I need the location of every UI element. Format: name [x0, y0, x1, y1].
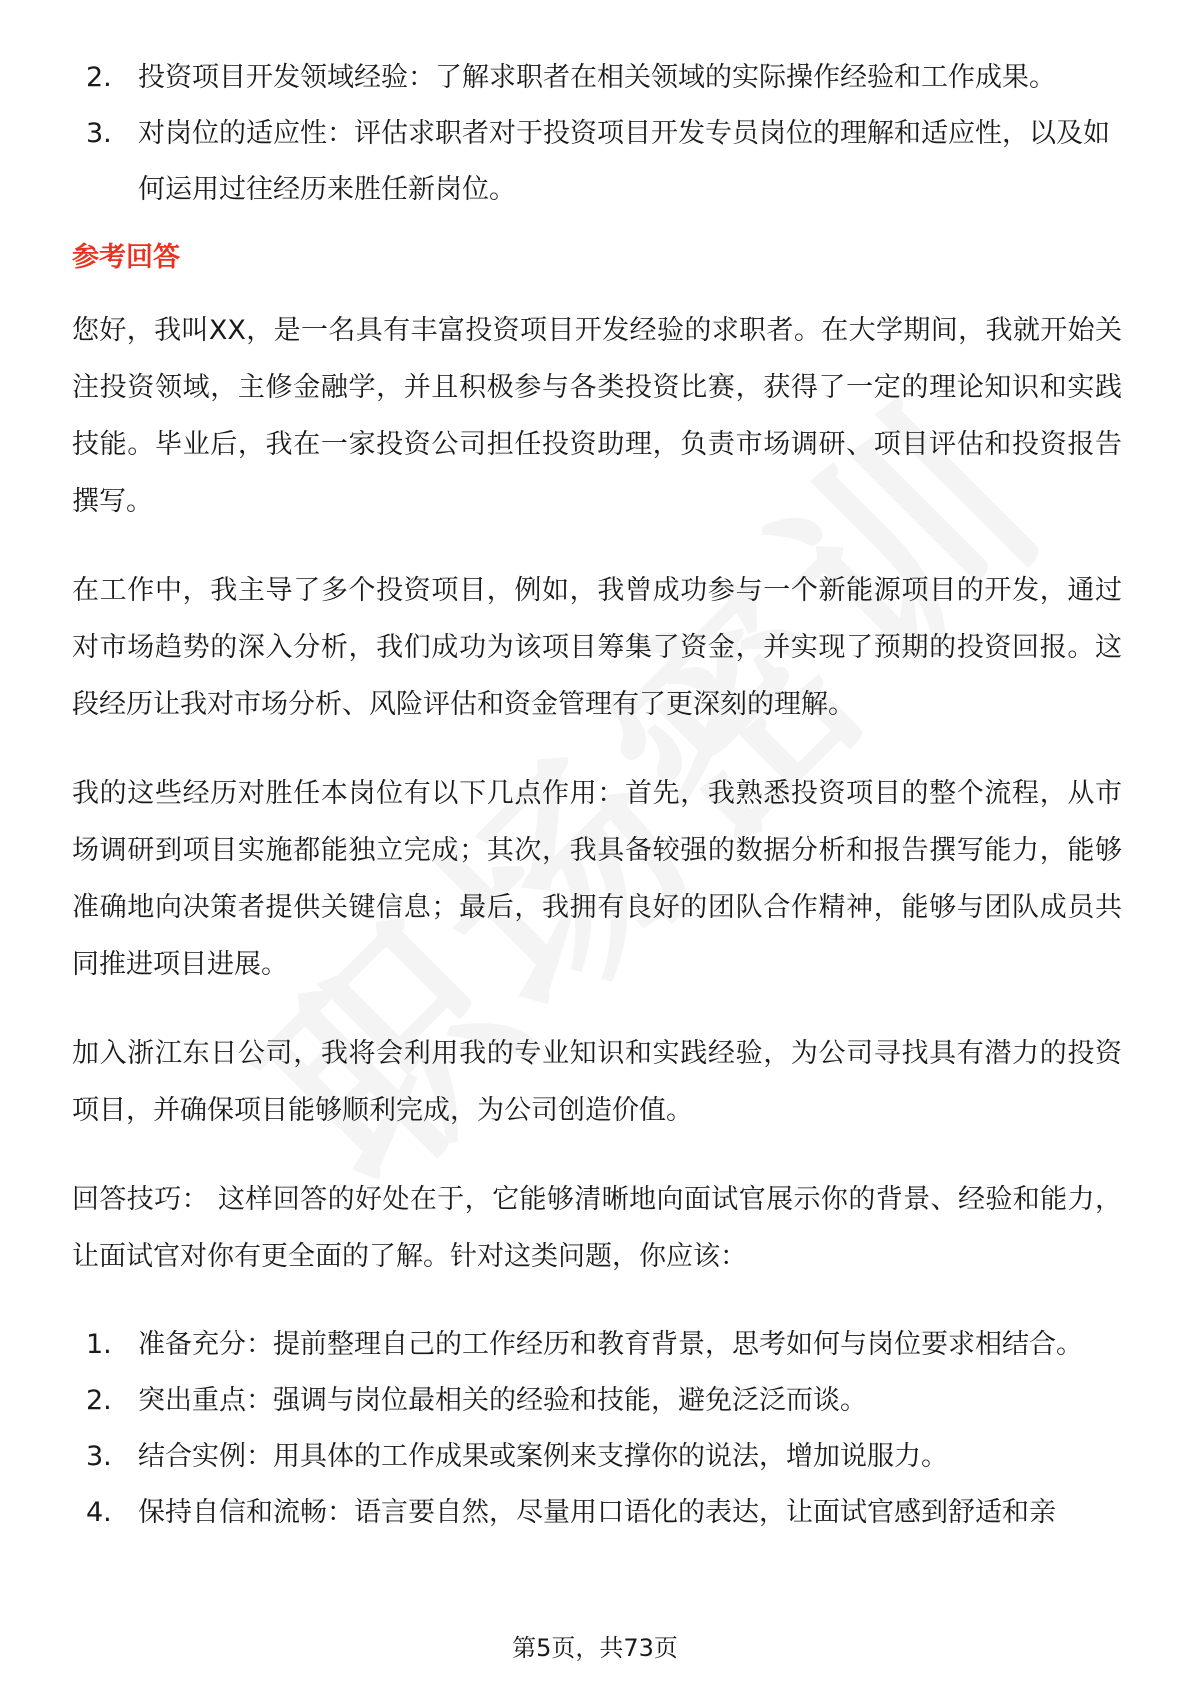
list-text: 准备充分：提前整理自己的工作经历和教育背景，思考如何与岗位要求相结合。 [138, 1329, 1083, 1360]
list-item [86, 1485, 1122, 1541]
list-number: 3. [86, 1441, 112, 1472]
paragraph: 加入浙江东日公司，我将会利用我的专业知识和实践经验，为公司寻找具有潜力的投资项目，并确保项目能够顺利完成，为公司创造价值。 [72, 1038, 1122, 1126]
list-text: 投资项目开发领域经验：了解求职者在相关领域的实际操作经验和工作成果。 [138, 62, 1056, 93]
list-text: 保持自信和流畅：语言要自然，尽量用口语化的表达，让面试官感到舒适和亲 [138, 1497, 1056, 1528]
tips-list [72, 1317, 1122, 1541]
paragraph: 您好，我叫XX，是一名具有丰富投资项目开发经验的求职者。在大学期间，我就开始关注投资领域，主修金融学，并且积极参与各类投资比赛，获得了一定的理论知识和实践技能。毕业后，我在一家投资公司担任投资助理，负责市场调研、项目评估和投资报告撰写。 [72, 315, 1122, 517]
list-item [86, 1317, 1122, 1373]
list-number: 2. [86, 1385, 112, 1416]
list-number: 2. [86, 62, 112, 93]
page-content [72, 50, 1122, 1541]
list-text: 对岗位的适应性：评估求职者对于投资项目开发专员岗位的理解和适应性，以及如何运用过往经历来胜任新岗位。 [138, 118, 1110, 205]
page-footer: 第5页，共73页 [512, 1634, 678, 1662]
list-item [86, 106, 1122, 218]
list-text: 突出重点：强调与岗位最相关的经验和技能，避免泛泛而谈。 [138, 1385, 867, 1416]
list-number: 1. [86, 1329, 112, 1360]
evaluation-list [72, 50, 1122, 218]
paragraph: 回答技巧： 这样回答的好处在于，它能够清晰地向面试官展示你的背景、经验和能力，让面试官对你有更全面的了解。针对这类问题，你应该： [72, 1184, 1122, 1272]
list-number: 3. [86, 118, 112, 149]
list-item [86, 1429, 1122, 1485]
list-item [86, 1373, 1122, 1429]
section-heading: 参考回答 [72, 242, 180, 273]
list-text: 结合实例：用具体的工作成果或案例来支撑你的说法，增加说服力。 [138, 1441, 948, 1472]
list-number: 4. [86, 1497, 112, 1528]
paragraph: 我的这些经历对胜任本岗位有以下几点作用：首先，我熟悉投资项目的整个流程，从市场调研到项目实施都能独立完成；其次，我具备较强的数据分析和报告撰写能力，能够准确地向决策者提供关键信息；最后，我拥有良好的团队合作精神，能够与团队成员共同推进项目进展。 [72, 778, 1122, 980]
list-item [86, 50, 1122, 106]
paragraph: 在工作中，我主导了多个投资项目，例如，我曾成功参与一个新能源项目的开发，通过对市场趋势的深入分析，我们成功为该项目筹集了资金，并实现了预期的投资回报。这段经历让我对市场分析、风险评估和资金管理有了更深刻的理解。 [72, 575, 1122, 720]
